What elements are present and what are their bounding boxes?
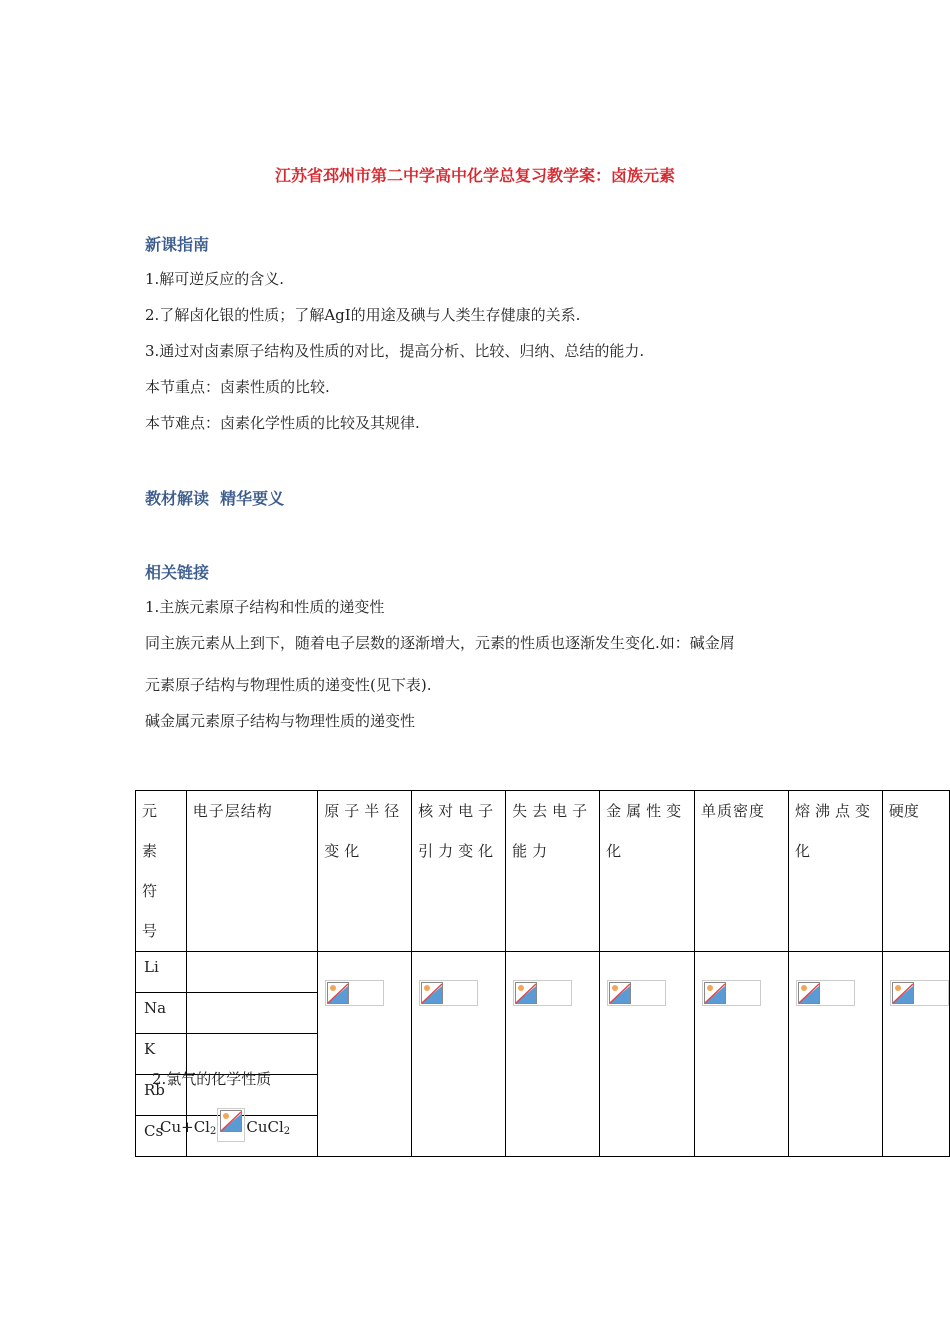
header-element-symbol: 元素符号: [136, 791, 187, 952]
attraction-cell: [412, 952, 506, 1157]
header-melting-boiling: 熔沸点变化: [788, 791, 882, 952]
element-li: Li: [136, 952, 187, 993]
broken-image-icon: [513, 980, 572, 1006]
alkali-metal-table: [135, 790, 950, 1157]
table-caption: 碱金属元素原子结构与物理性质的递变性: [145, 712, 416, 730]
reaction-lhs-subscript: 2: [209, 1126, 217, 1137]
electron-loss-cell: [506, 952, 600, 1157]
header-metallicity: 金属性变化: [600, 791, 695, 952]
header-electron-shell: 电子层结构: [186, 791, 318, 952]
element-na: Na: [136, 993, 187, 1034]
chlorine-reaction-equation: [160, 1108, 290, 1142]
chlorine-heading: 2.氯气的化学性质: [152, 1070, 272, 1088]
broken-image-icon: [796, 980, 855, 1006]
section-heading-guide: 新课指南: [145, 235, 210, 254]
element-k: K: [136, 1034, 187, 1075]
broken-image-icon: [607, 980, 666, 1006]
reaction-rhs: CuCl: [246, 1118, 284, 1136]
document-title: 江苏省邳州市第二中学高中化学总复习教学案：卤族元素: [274, 166, 675, 185]
radius-cell: [318, 952, 412, 1157]
links-paragraph-line-1: 同主族元素从上到下，随着电子层数的逐渐增大，元素的性质也逐渐发生变化.如：碱金屑: [145, 634, 735, 652]
section-heading-links: 相关链接: [145, 563, 210, 582]
reaction-lhs: Cu+Cl: [160, 1118, 210, 1136]
broken-image-icon: [890, 980, 949, 1006]
guide-difficult-point: 本节难点：卤素化学性质的比较及其规律.: [145, 414, 420, 432]
links-item-1: 1.主族元素原子结构和性质的递变性: [145, 598, 385, 616]
shell-cell-na: [186, 993, 318, 1034]
links-paragraph-line-2: 元素原子结构与物理性质的递变性(见下表).: [145, 676, 432, 694]
element-cs: Cs: [136, 1116, 187, 1157]
shell-cell-li: [186, 952, 318, 993]
guide-key-point: 本节重点：卤素性质的比较.: [145, 378, 330, 396]
broken-image-icon: [325, 980, 384, 1006]
broken-image-icon: [217, 1108, 245, 1142]
broken-image-icon: [702, 980, 761, 1006]
guide-item-1: 1.解可逆反应的含义.: [145, 270, 285, 288]
melting-boiling-cell: [788, 952, 882, 1157]
guide-item-2: 2.了解卤化银的性质；了解AgI的用途及碘与人类生存健康的关系.: [145, 306, 581, 324]
metallicity-cell: [600, 952, 695, 1157]
header-atomic-radius: 原子半径变化: [318, 791, 412, 952]
guide-item-3: 3.通过对卤素原子结构及性质的对比，提高分析、比较、归纳、总结的能力.: [145, 342, 645, 360]
density-cell: [694, 952, 788, 1157]
section-heading-reading: 教材解读 精华要义: [145, 489, 285, 508]
broken-image-icon: [419, 980, 478, 1006]
header-nuclear-attraction: 核对电子引力变化: [412, 791, 506, 952]
element-rb: Rb: [136, 1075, 187, 1116]
hardness-cell: [882, 952, 949, 1157]
header-density: 单质密度: [694, 791, 788, 952]
header-hardness: 硬度: [882, 791, 949, 952]
reaction-rhs-subscript: 2: [283, 1126, 291, 1137]
header-electron-loss: 失去电子能力: [506, 791, 600, 952]
